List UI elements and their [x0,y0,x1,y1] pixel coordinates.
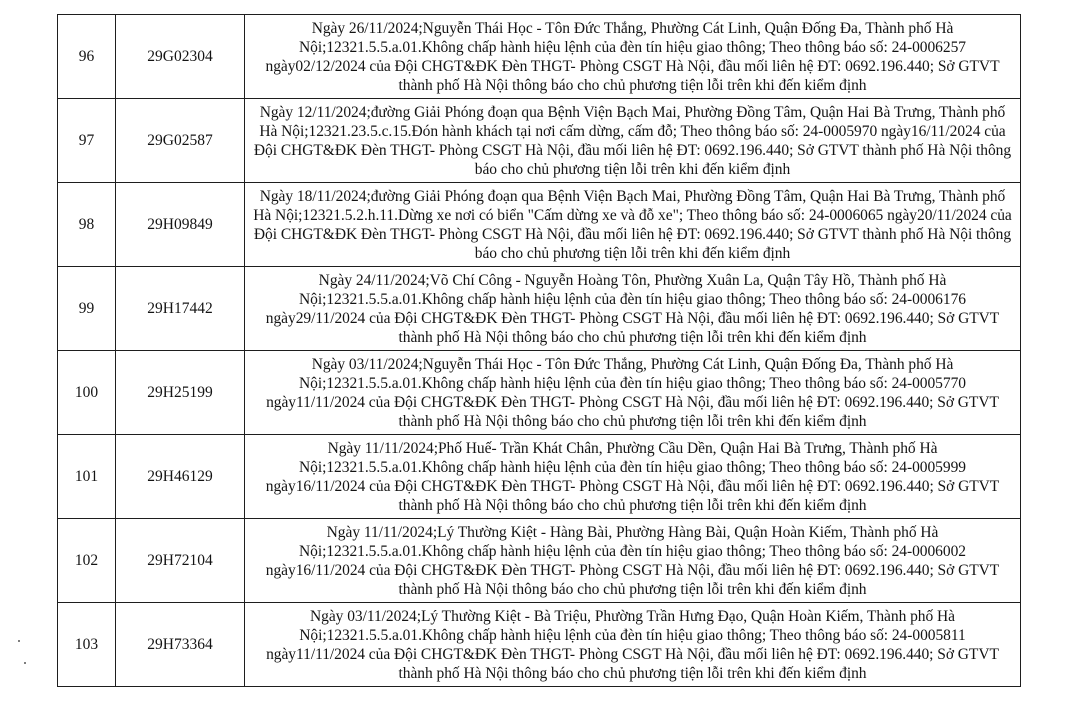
row-number-cell: 96 [58,15,116,99]
row-number-cell: 99 [58,267,116,351]
license-plate-cell: 29H17442 [116,267,245,351]
license-plate-cell: 29G02587 [116,99,245,183]
license-plate-cell: 29H25199 [116,351,245,435]
table-row [58,435,1021,519]
table-row [58,351,1021,435]
row-number-cell: 103 [58,603,116,687]
violation-details-cell: Ngày 26/11/2024;Nguyễn Thái Học - Tôn Đức Thắng, Phường Cát Linh, Quận Đống Đa, Thành phố Hà Nội;12321.5.5.a.01.Không chấp hành hiệu lệnh của đèn tín hiệu giao thông; Theo thông báo số: 24-0006257 ngày02/12/2024 của Đội CHGT&ĐK Đèn THGT- Phòng CSGT Hà Nội, đầu mối liên hệ ĐT: 0692.196.440; Sở GTVT thành phố Hà Nội thông báo cho chủ phương tiện lỗi trên khi đến kiểm định [245,15,1021,99]
license-plate-cell: 29H73364 [116,603,245,687]
table-row [58,519,1021,603]
table-row [58,99,1021,183]
license-plate-cell: 29H46129 [116,435,245,519]
violations-table [57,14,1021,687]
license-plate-cell: 29H72104 [116,519,245,603]
table-row [58,603,1021,687]
violation-details-cell: Ngày 11/11/2024;Lý Thường Kiệt - Hàng Bài, Phường Hàng Bài, Quận Hoàn Kiếm, Thành phố Hà Nội;12321.5.5.a.01.Không chấp hành hiệu lệnh của đèn tín hiệu giao thông; Theo thông báo số: 24-0006002 ngày16/11/2024 của Đội CHGT&ĐK Đèn THGT- Phòng CSGT Hà Nội, đầu mối liên hệ ĐT: 0692.196.440; Sở GTVT thành phố Hà Nội thông báo cho chủ phương tiện lỗi trên khi đến kiểm định [245,519,1021,603]
row-number-cell: 98 [58,183,116,267]
license-plate-cell: 29G02304 [116,15,245,99]
license-plate-cell: 29H09849 [116,183,245,267]
violation-details-cell: Ngày 03/11/2024;Nguyễn Thái Học - Tôn Đức Thắng, Phường Cát Linh, Quận Đống Đa, Thành phố Hà Nội;12321.5.5.a.01.Không chấp hành hiệu lệnh của đèn tín hiệu giao thông; Theo thông báo số: 24-0005770 ngày11/11/2024 của Đội CHGT&ĐK Đèn THGT- Phòng CSGT Hà Nội, đầu mối liên hệ ĐT: 0692.196.440; Sở GTVT thành phố Hà Nội thông báo cho chủ phương tiện lỗi trên khi đến kiểm định [245,351,1021,435]
row-number-cell: 101 [58,435,116,519]
violation-details-cell: Ngày 12/11/2024;đường Giải Phóng đoạn qua Bệnh Viện Bạch Mai, Phường Đồng Tâm, Quận Hai Bà Trưng, Thành phố Hà Nội;12321.23.5.c.15.Đón hành khách tại nơi cấm dừng, cấm đỗ; Theo thông báo số: 24-0005970 ngày16/11/2024 của Đội CHGT&ĐK Đèn THGT- Phòng CSGT Hà Nội, đầu mối liên hệ ĐT: 0692.196.440; Sở GTVT thành phố Hà Nội thông báo cho chủ phương tiện lỗi trên khi đến kiểm định [245,99,1021,183]
violation-details-cell: Ngày 24/11/2024;Võ Chí Công - Nguyễn Hoàng Tôn, Phường Xuân La, Quận Tây Hồ, Thành phố Hà Nội;12321.5.5.a.01.Không chấp hành hiệu lệnh của đèn tín hiệu giao thông; Theo thông báo số: 24-0006176 ngày29/11/2024 của Đội CHGT&ĐK Đèn THGT- Phòng CSGT Hà Nội, đầu mối liên hệ ĐT: 0692.196.440; Sở GTVT thành phố Hà Nội thông báo cho chủ phương tiện lỗi trên khi đến kiểm định [245,267,1021,351]
scan-speck [24,662,26,664]
row-number-cell: 100 [58,351,116,435]
table-row [58,267,1021,351]
table-row [58,15,1021,99]
violation-details-cell: Ngày 11/11/2024;Phố Huế- Trần Khát Chân, Phường Cầu Dền, Quận Hai Bà Trưng, Thành phố Hà Nội;12321.5.5.a.01.Không chấp hành hiệu lệnh của đèn tín hiệu giao thông; Theo thông báo số: 24-0005999 ngày16/11/2024 của Đội CHGT&ĐK Đèn THGT- Phòng CSGT Hà Nội, đầu mối liên hệ ĐT: 0692.196.440; Sở GTVT thành phố Hà Nội thông báo cho chủ phương tiện lỗi trên khi đến kiểm định [245,435,1021,519]
table-row [58,183,1021,267]
violation-details-cell: Ngày 03/11/2024;Lý Thường Kiệt - Bà Triệu, Phường Trần Hưng Đạo, Quận Hoàn Kiếm, Thành phố Hà Nội;12321.5.5.a.01.Không chấp hành hiệu lệnh của đèn tín hiệu giao thông; Theo thông báo số: 24-0005811 ngày11/11/2024 của Đội CHGT&ĐK Đèn THGT- Phòng CSGT Hà Nội, đầu mối liên hệ ĐT: 0692.196.440; Sở GTVT thành phố Hà Nội thông báo cho chủ phương tiện lỗi trên khi đến kiểm định [245,603,1021,687]
violation-details-cell: Ngày 18/11/2024;đường Giải Phóng đoạn qua Bệnh Viện Bạch Mai, Phường Đồng Tâm, Quận Hai Bà Trưng, Thành phố Hà Nội;12321.5.2.h.11.Dừng xe nơi có biển "Cấm dừng xe và đỗ xe"; Theo thông báo số: 24-0006065 ngày20/11/2024 của Đội CHGT&ĐK Đèn THGT- Phòng CSGT Hà Nội, đầu mối liên hệ ĐT: 0692.196.440; Sở GTVT thành phố Hà Nội thông báo cho chủ phương tiện lỗi trên khi đến kiểm định [245,183,1021,267]
row-number-cell: 102 [58,519,116,603]
scan-speck [18,640,20,642]
row-number-cell: 97 [58,99,116,183]
